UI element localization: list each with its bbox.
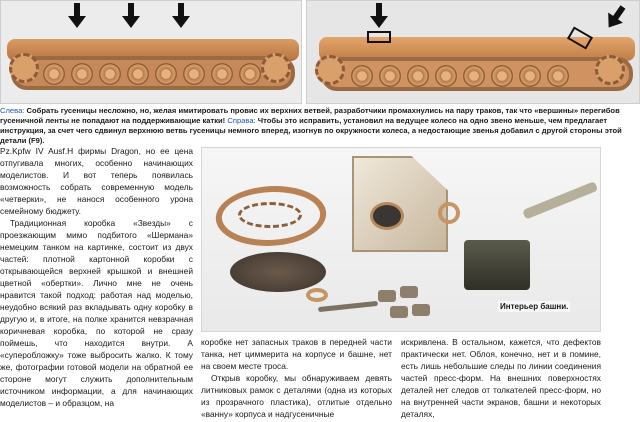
- road-wheel: [211, 63, 233, 85]
- road-wheel: [43, 63, 65, 85]
- photo-tracks-right: [306, 0, 640, 104]
- caption-left-label: Слева:: [0, 106, 25, 115]
- highlight-box: [367, 31, 391, 43]
- part-piece: [390, 306, 408, 318]
- road-wheel: [155, 63, 177, 85]
- road-wheel: [99, 63, 121, 85]
- part-piece: [412, 304, 430, 316]
- idler-wheel: [315, 55, 345, 85]
- gun-breech: [464, 240, 530, 290]
- road-wheel: [435, 65, 457, 87]
- photo-caption: [0, 106, 640, 146]
- caption-right-text: Чтобы это исправить, установил на ведущее колесо на одно звено меньше, чем предлагает инструкция, за счет чего сдвинул верхнюю ветвь гусеницы немного вперед, изогнув по окружности колеса, а недостающие звенья добавил с другой стороны этой детали (F9).: [0, 116, 622, 145]
- paragraph: искривлена. В остальном, кажется, что дефектов практически нет. Облоя, конечно, нет и в помине, есть лишь небольшие следы по линии соединения частей пресс-форм. На внешних поверхностях деталей нет следов от толкателей пресс-форм, но на внутренней части экранов, башни и некоторых деталях,: [401, 337, 601, 419]
- caption-right-label: Справа:: [227, 116, 256, 125]
- paragraph: Открыв коробку, мы обнаруживаем девять литниковых рамок с деталями (одна из которых из прозрачного пластика), отлитые отдельно «ванну» корпуса и надгусеничные: [201, 373, 392, 419]
- turret-hatch: [370, 202, 404, 230]
- road-wheel: [379, 65, 401, 87]
- caption-left-text: Собрать гусеницы несложно, но, желая имитировать провис их верхних ветвей, разработчики промахнулись на пару траков, так что «вершины» перегибов гусеничной ленты не попадают на поддерживающие катки!: [0, 106, 620, 125]
- part-rod: [318, 301, 378, 312]
- paragraph: Pz.Kpfw IV Ausf.H фирмы Dragon, но ее цена отпугивала многих, особенно начинающих моделистов. И вот теперь появилась возможность собрать современную модель «четверки», не нанося особенного урона семейному бюджету.: [0, 146, 193, 216]
- paragraph: Традиционная коробка «Звезды» с проезжающим мимо подбитого «Шермана» немецким танком на картинке, состоит из двух частей: плотной картонной коробки с открывающейся верхней крышкой и внешней цветной «обертки». Лично мне не очень нравится такой подход: работая над моделью, неудобно всякий раз вкладывать одну коробку в другую и, в итоге, на полке хранится невзрачная коричневая коробка, по которой не сразу поймешь, что находится внутри. А «суперобложку» тоже выбросить жалко. К тому же, фотографии готовой модели на обратной ее стороне могут служить дополнительным источником информации, а для начинающих моделистов – и образцом, на: [0, 218, 193, 408]
- road-wheel: [183, 63, 205, 85]
- turret-ring-inner: [238, 202, 302, 228]
- road-wheel: [351, 65, 373, 87]
- paragraph: коробке нет запасных траков в передней части танка, нет циммерита на корпусе и башне, нет на своем месте троса.: [201, 337, 392, 371]
- road-wheel: [71, 63, 93, 85]
- idler-wheel: [261, 53, 291, 83]
- road-wheel: [127, 63, 149, 85]
- sprocket-wheel: [595, 55, 625, 85]
- part-piece: [400, 286, 418, 298]
- road-wheel: [407, 65, 429, 87]
- sprocket-wheel: [9, 53, 39, 83]
- part-ring: [306, 288, 328, 302]
- article-column-right: [401, 336, 601, 420]
- road-wheel: [463, 65, 485, 87]
- road-wheel: [547, 65, 569, 87]
- road-wheel: [239, 63, 261, 85]
- turret-base: [230, 252, 326, 292]
- gun-barrel: [522, 181, 598, 219]
- article-column-middle: [201, 336, 392, 420]
- road-wheel: [491, 65, 513, 87]
- road-wheel: [519, 65, 541, 87]
- photo-label: Интерьер башни.: [500, 302, 569, 311]
- turret-shell: [352, 156, 448, 252]
- photo-tracks-left: [0, 0, 302, 104]
- article-column-left: [0, 145, 193, 409]
- photo-turret-interior: [201, 147, 601, 332]
- part-piece: [378, 290, 396, 302]
- part-ring: [438, 202, 460, 224]
